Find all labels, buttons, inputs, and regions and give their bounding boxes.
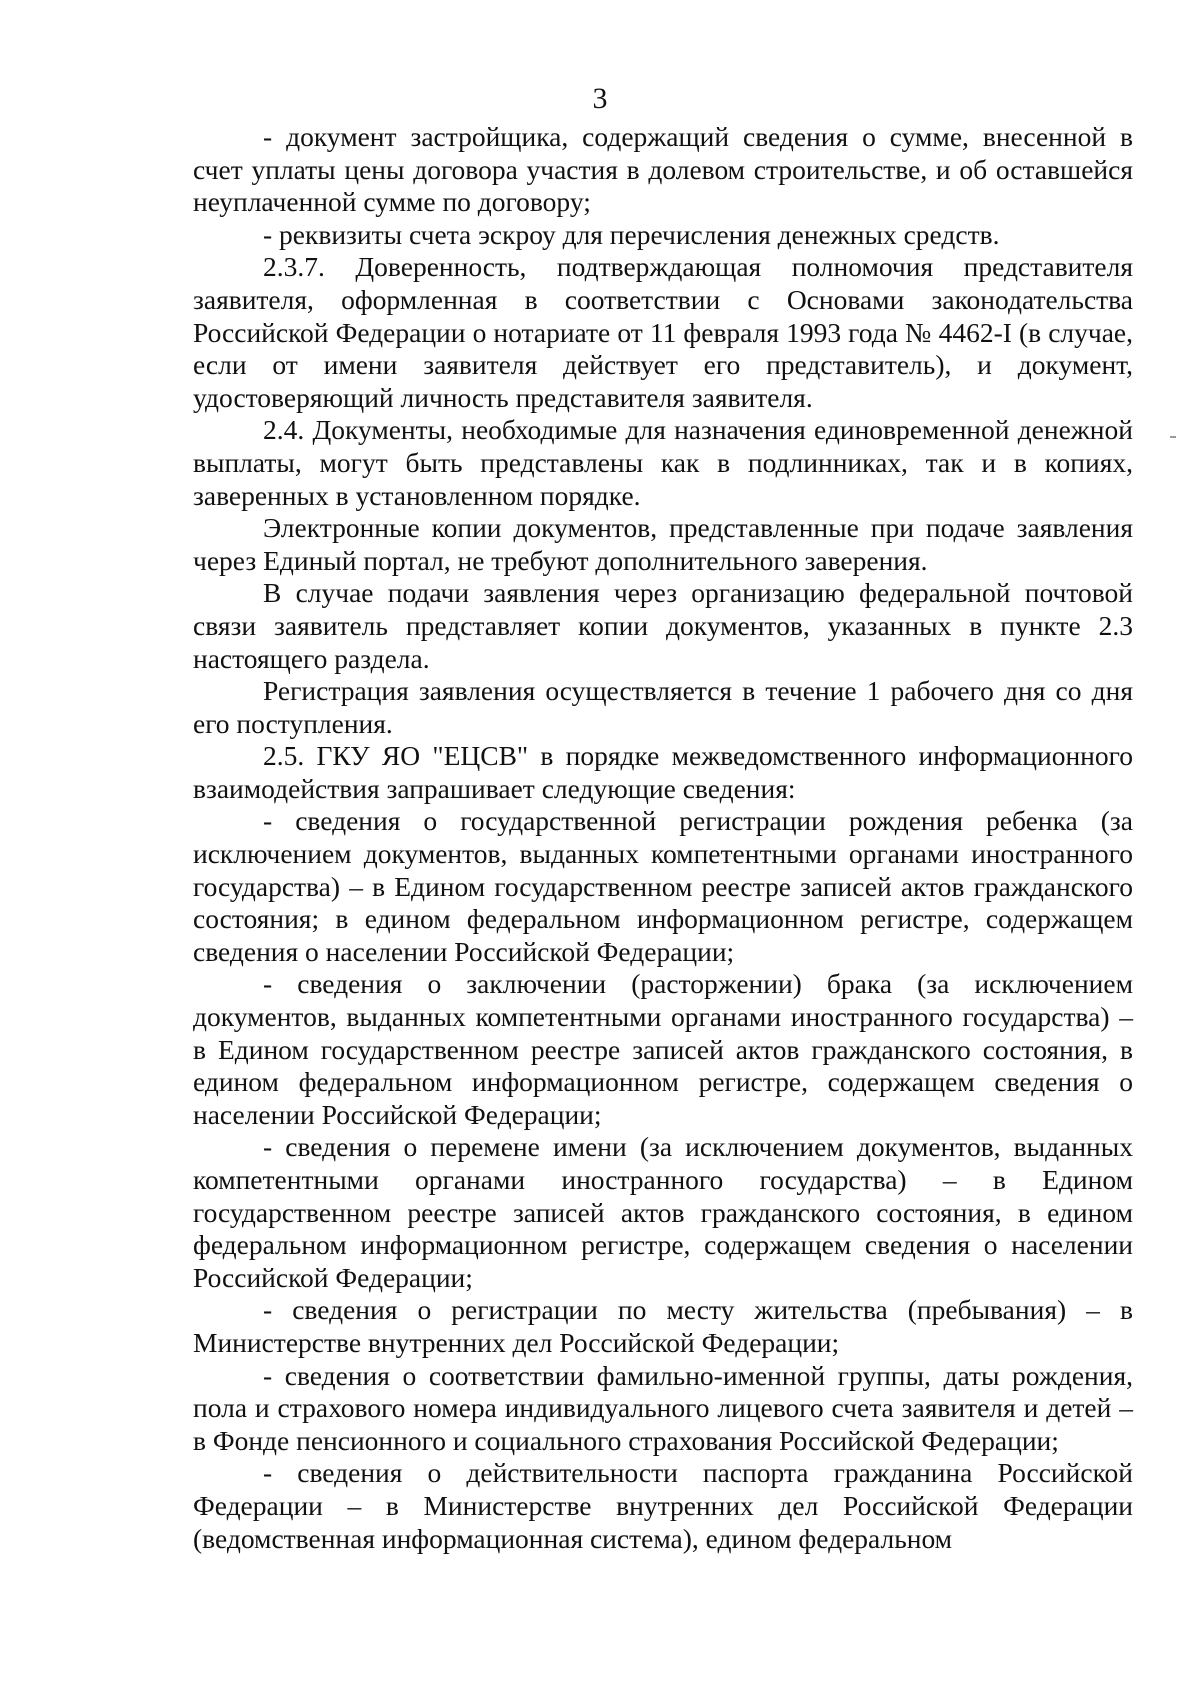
page-number: 3 (592, 82, 608, 115)
paragraph-registration: Регистрация заявления осуществляется в течение 1 рабочего дня со дня его поступления. (193, 675, 1133, 739)
list-item-birth-registration: - сведения о государственной регистрации рождения ребенка (за исключением документов, выданных компетентными органами иностранного государства) – в Едином государственном реестре записей актов гражданского состояния; в едином федеральном информационном регистре, содержащем сведения о населении Российской Федерации; (193, 805, 1133, 967)
paragraph-2-4-documents: 2.4. Документы, необходимые для назначения единовременной денежной выплаты, могут быть представлены как в подлинниках, так и в копиях, заверенных в установленном порядке. (193, 414, 1133, 511)
list-item-marriage: - сведения о заключении (расторжении) брака (за исключением документов, выданных компетентными органами иностранного государства) – в Едином государственном реестре записей актов гражданского состояния, в едином федеральном информационном регистре, содержащем сведения о населении Российской Федерации; (193, 968, 1133, 1130)
scan-speck (1170, 436, 1176, 438)
paragraph-2-5-interagency-request: 2.5. ГКУ ЯО "ЕЦСВ" в порядке межведомственного информационного взаимодействия запрашивает следующие сведения: (193, 740, 1133, 804)
list-item-snils-verification: - сведения о соответствии фамильно-именной группы, даты рождения, пола и страхового номера индивидуального лицевого счета заявителя и детей – в Фонде пенсионного и социального страхования Российской Федерации; (193, 1359, 1133, 1456)
list-item-passport-validity: - сведения о действительности паспорта гражданина Российской Федерации – в Министерстве внутренних дел Российской Федерации (ведомственная информационная система), едином федеральном (193, 1457, 1133, 1554)
paragraph-developer-document: - документ застройщика, содержащий сведения о сумме, внесенной в счет уплаты цены договора участия в долевом строительстве, и об оставшейся неуплаченной сумме по договору; (193, 121, 1133, 218)
paragraph-escrow-details: - реквизиты счета эскроу для перечисления денежных средств. (263, 218, 1000, 250)
list-item-name-change: - сведения о перемене имени (за исключением документов, выданных компетентными органами иностранного государства) – в Едином государственном реестре записей актов гражданского состояния, в едином федеральном информационном регистре, содержащем сведения о населении Российской Федерации; (193, 1131, 1133, 1293)
paragraph-2-3-7-power-of-attorney: 2.3.7. Доверенность, подтверждающая полномочия представителя заявителя, оформленная в соответствии с Основами законодательства Российской Федерации о нотариате от 11 февраля 1993 года № 4462-I (в случае, если от имени заявителя действует его представитель), и документ, удостоверяющий личность представителя заявителя. (193, 251, 1133, 413)
list-item-residence-registration: - сведения о регистрации по месту жительства (пребывания) – в Министерстве внутренних дел Российской Федерации; (193, 1294, 1133, 1358)
document-body (193, 121, 1133, 1555)
paragraph-electronic-copies: Электронные копии документов, представленные при подаче заявления через Единый портал, не требуют дополнительного заверения. (193, 512, 1133, 576)
paragraph-postal-submission: В случае подачи заявления через организацию федеральной почтовой связи заявитель представляет копии документов, указанных в пункте 2.3 настоящего раздела. (193, 577, 1133, 674)
